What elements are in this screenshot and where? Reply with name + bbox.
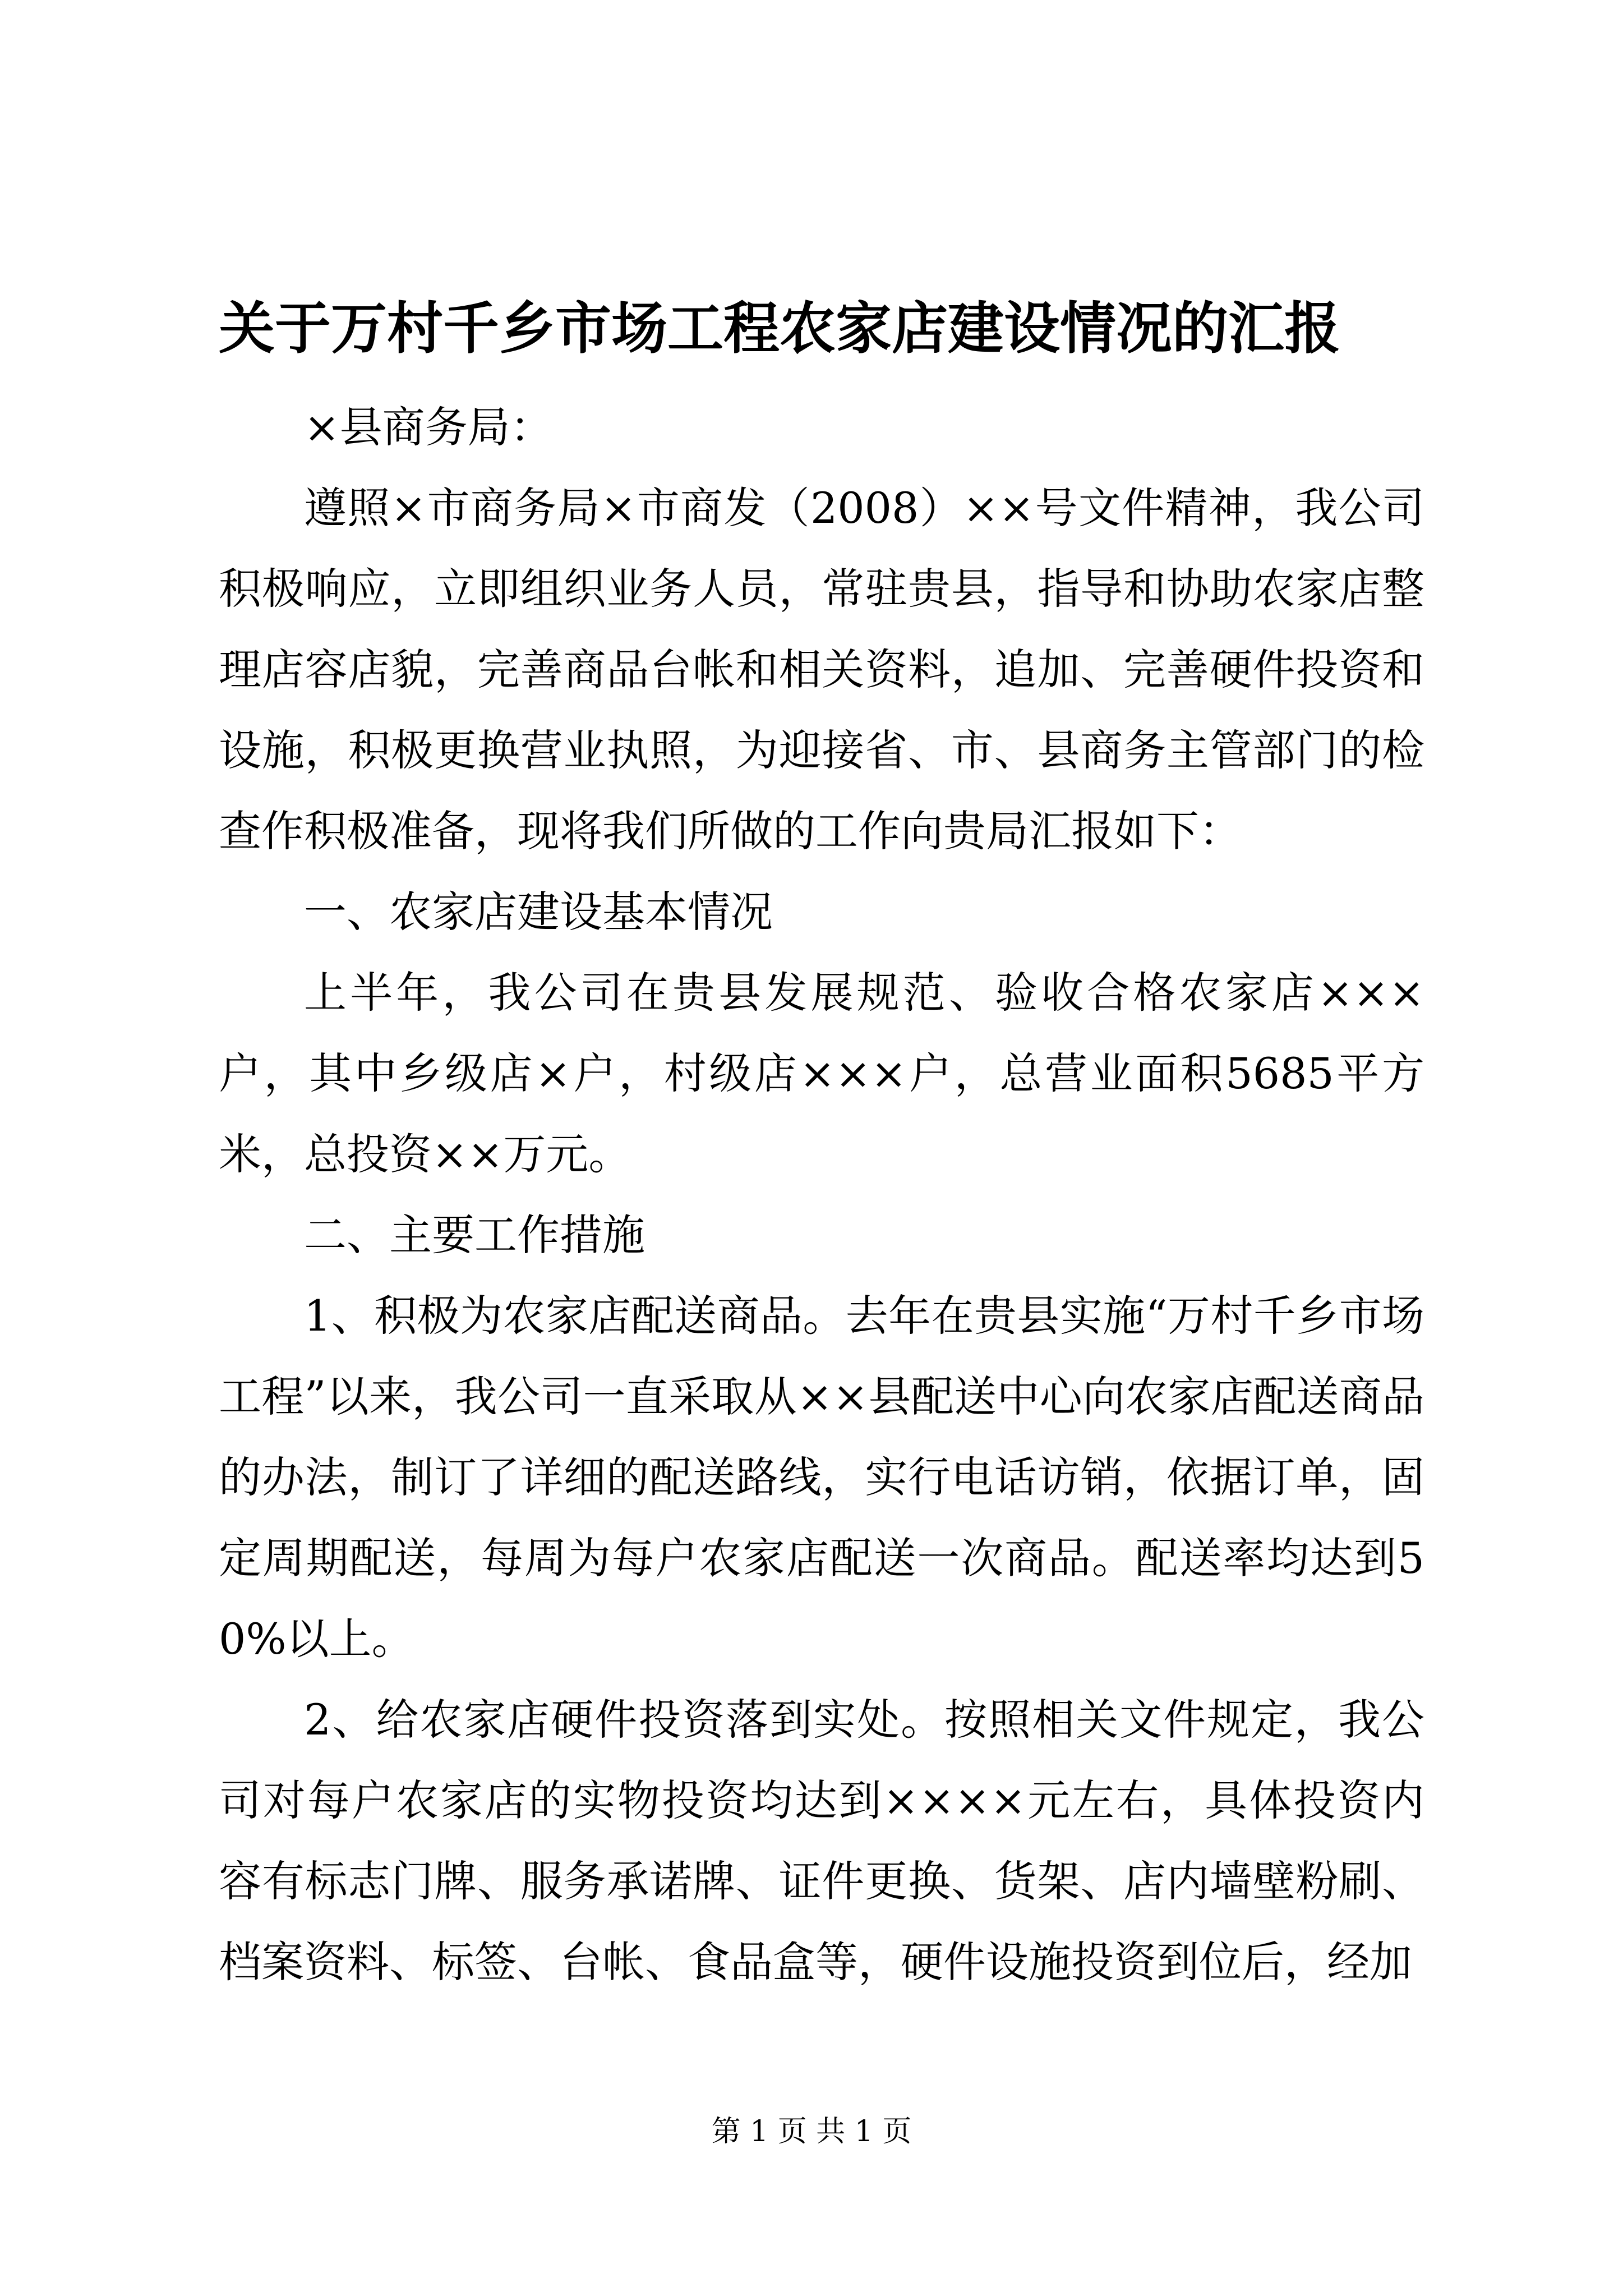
paragraph-measure-2: 2、给农家店硬件投资落到实处。按照相关文件规定，我公司对每户农家店的实物投资均达到××××元左右，具体投资内容有标志门牌、服务承诺牌、证件更换、货架、店内墙壁粉刷、档案资料、标签、台帐、食品盒等，硬件设施投资到位后，经加 xyxy=(219,1695,1424,1987)
paragraph-basic-situation: 上半年，我公司在贵县发展规范、验收合格农家店×××户，其中乡级店×户，村级店×××户，总营业面积5685平方米，总投资××万元。 xyxy=(219,968,1424,1179)
paragraph-intro: 遵照×市商务局×市商发（2008）××号文件精神，我公司积极响应，立即组织业务人员，常驻贵县，指导和协助农家店整理店容店貌，完善商品台帐和相关资料，追加、完善硬件投资和设施，积极更换营业执照，为迎接省、市、县商务主管部门的检查作积极准备，现将我们所做的工作向贵局汇报如下： xyxy=(219,483,1424,856)
section-heading-basic-situation: 一、农家店建设基本情况 xyxy=(304,887,773,937)
page-footer: 第 1 页 共 1 页 xyxy=(711,2115,912,2148)
paragraph-measure-1: 1、积极为农家店配送商品。去年在贵县实施“万村千乡市场工程”以来，我公司一直采取从××县配送中心向农家店配送商品的办法，制订了详细的配送路线，实行电话访销，依据订单，固定周期配送，每周为每户农家店配送一次商品。配送率均达到50%以上。 xyxy=(219,1291,1424,1664)
section-heading-main-measures: 二、主要工作措施 xyxy=(304,1210,645,1260)
document-title: 关于万村千乡市场工程农家店建设情况的汇报 xyxy=(219,295,1340,361)
document-body xyxy=(219,387,1424,2003)
salutation: ×县商务局： xyxy=(304,402,553,452)
